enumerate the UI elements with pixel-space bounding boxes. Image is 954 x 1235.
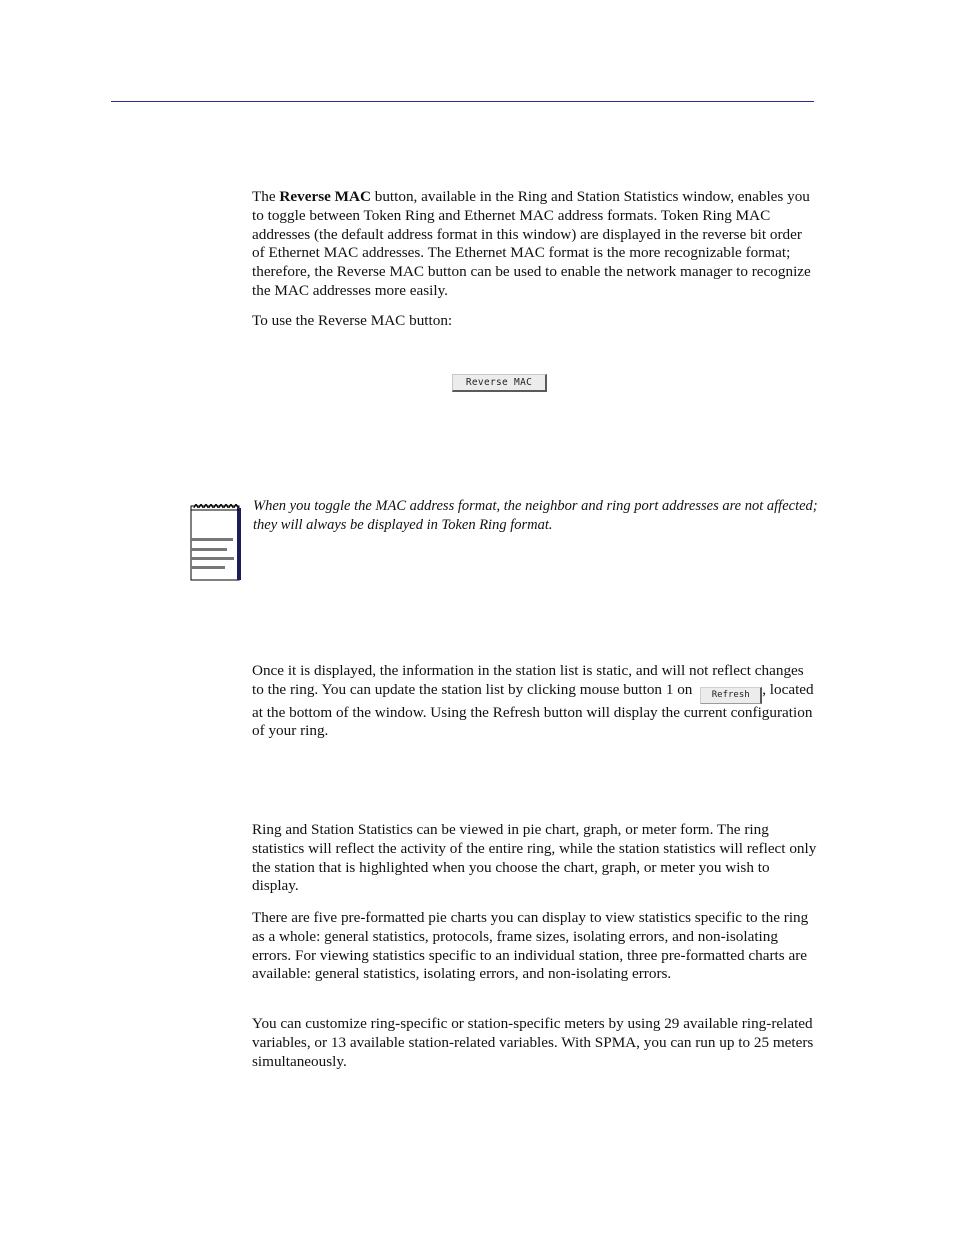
text-run: , located at the bottom of the window. Using the Refresh button will display the current configuration of your ring.: [252, 680, 814, 740]
statistics-paragraph-3: You can customize ring-specific or station-specific meters by using 29 available ring-related variables, or 13 available station-related variables. With SPMA, you can run up to 25 meters simultaneously.: [252, 1015, 814, 1070]
reverse-mac-instructions: To use the Reverse MAC button:: [252, 312, 453, 329]
reverse-mac-paragraph: [252, 188, 817, 301]
statistics-paragraph-1: Ring and Station Statistics can be viewed in pie chart, graph, or meter form. The ring statistics will reflect the activity of the entire ring, while the station statistics will reflect only the station that is highlighted when you choose the chart, graph, or meter you wish to display.: [252, 821, 817, 895]
reverse-mac-button[interactable]: Reverse MAC: [452, 374, 547, 392]
statistics-paragraph-2: There are five pre-formatted pie charts you can display to view statistics specific to the ring as a whole: general statistics, protocols, frame sizes, isolating errors, and non-isolating errors. For viewing statistics specific to an individual station, three pre-formatted charts are available: general statistics, isolating errors, and non-isolating errors.: [252, 909, 809, 983]
text-run: The: [252, 188, 280, 205]
text-run: Once it is displayed, the information in the station list is static, and will not reflect changes to the ring. You can update the station list by clicking mouse button 1 on: [252, 662, 804, 698]
header-rule: [111, 101, 814, 102]
refresh-button[interactable]: Refresh: [700, 687, 762, 704]
text-run: button, available in the Ring and Station Statistics window, enables you to toggle between Token Ring and Ethernet MAC address formats. Token Ring MAC addresses (the default address format in this window) are displayed in the reverse bit order of Ethernet MAC addresses. The Ethernet MAC format is the more recognizable format; therefore, the Reverse MAC button can be used to enable the network manager to recognize the MAC addresses more easily.: [252, 188, 811, 299]
refresh-paragraph: [252, 662, 817, 741]
notepad-icon: [187, 500, 243, 582]
reverse-mac-term: Reverse MAC: [279, 188, 371, 205]
note-text: When you toggle the MAC address format, the neighbor and ring port addresses are not affected; they will always be displayed in Token Ring format.: [253, 498, 818, 533]
